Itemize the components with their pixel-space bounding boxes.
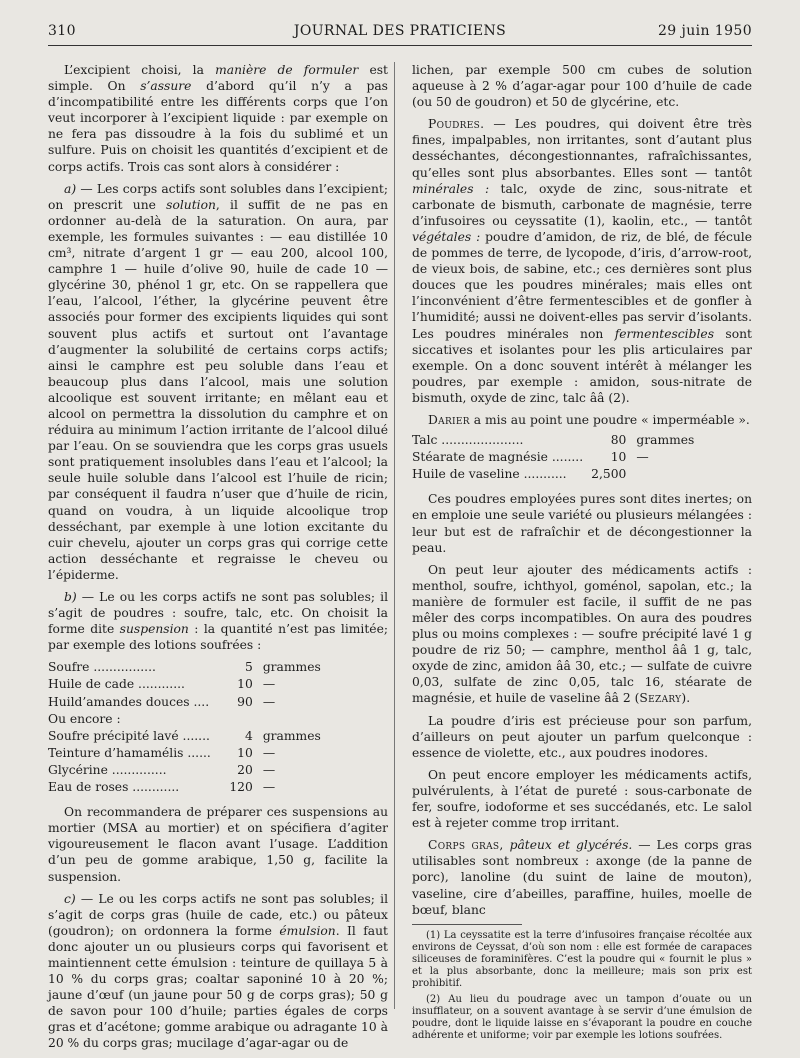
formula-row: Eau de roses ............ 120 —	[48, 780, 276, 795]
formula-subheading: Ou encore :	[48, 711, 121, 726]
paragraph-suspension-note: On recommandera de préparer ces suspensions au mortier (MSA au mortier) et on spécifiera d’agiter vigoureusement le flacon avant l’usage. L’addition d’un peu de gomme arabique, 1,50 g, facilite la suspension.	[48, 805, 388, 884]
formula-row: Huild’amandes douces .... 90 —	[48, 694, 276, 709]
paragraph-excipient: L’excipient choisi, la manière de formuler est simple. On s’assure d’abord qu’il n’y a pas d’incompatibilité entre les différents corps que l’on veut incorporer à l’excipient liquide : par exemple on ne fera pas dissoudre à la fois du sublimé et un sulfure. Puis on choisit les quantités d’excipient et de corps actifs. Trois cas sont alors à considérer :	[48, 63, 388, 174]
issue-date: 29 juin 1950	[658, 23, 752, 39]
paragraph-darier: Darier a mis au point une poudre « imperméable ».	[428, 412, 750, 427]
header-rule	[48, 45, 752, 46]
column-divider	[394, 62, 395, 1009]
formula-lotion-soufree-1	[48, 659, 321, 796]
footnote-separator	[412, 924, 522, 925]
paragraph-lichen: lichen, par exemple 500 cm cubes de solution aqueuse à 2 % d’agar-agar pour 100 d’huile de cade (ou 50 de goudron) et 50 de glycérine, etc.	[412, 63, 752, 110]
formula-row: Talc ..................... 80 grammes	[412, 433, 695, 448]
right-column	[412, 62, 752, 1045]
page-number: 310	[48, 23, 76, 39]
formula-row: Huile de cade ............ 10 —	[48, 677, 276, 692]
paragraph-medicaments-actifs: On peut leur ajouter des médicaments actifs : menthol, soufre, ichthyol, goménol, sapolan, etc.; la manière de formuler est facile, il suffit de ne pas mêler des corps incompatibles. On aura des poudres plus ou moins complexes : — soufre précipité lavé 1 g poudre de riz 50; — camphre, menthol ââ 1 g, talc, oxyde de zinc, amidon ââ 30, etc.; — sulfate de cuivre 0,03, sulfate de zinc 0,05, talc 16, stéarate de magnésie, et huile de vaseline ââ 2 (Sezary).	[412, 562, 752, 706]
paragraph-poudres-inertes: Ces poudres employées pures sont dites inertes; on en emploie une seule variété ou plusieurs mélangées : leur but est de rafraîchir et de décongestionner la peau.	[412, 492, 752, 555]
left-column	[48, 62, 388, 1058]
paragraph-corps-gras: Corps gras, pâteux et glycérés. — Les corps gras utilisables sont nombreux : axonge (de la panne de porc), lanoline (du suint de laine de mouton), vaseline, cire d’abeilles, paraffine, huiles, moelle de bœuf, blanc	[412, 838, 752, 917]
formula-row: Glycérine .............. 20 —	[48, 762, 276, 777]
paragraph-poudres: Poudres. — Les poudres, qui doivent être très fines, impalpables, non irritantes, sont d’autant plus desséchantes, décongestionnantes, rafraîchissantes, qu’elles sont plus absorbantes. Elles sont — tantôt minérales : talc, oxyde de zinc, sous-nitrate et carbonate de bismuth, carbonate de magnésie, terre d’infusoires ou ceyssatite (1), kaolin, etc., — tantôt végétales : poudre d’amidon, de riz, de blé, de fécule de pommes de terre, de lycopode, d’iris, d’arrow-root, de vieux bois, de sabine, etc.; ces dernières sont plus douces que les poudres minérales; mais elles ont l’inconvénient d’être fermentescibles et de gonfler à l’humidité; aussi ne doivent-elles pas servir d’isolants. Les poudres minérales non fermentescibles sont siccatives et isolantes pour les plis articulaires par exemple. On a donc souvent intérêt à mélanger les poudres, par exemple : amidon, sous-nitrate de bismuth, oxyde de zinc, talc ââ (2).	[412, 117, 753, 405]
formula-row: Soufre précipité lavé ....... 4 grammes	[48, 728, 321, 743]
footnotes	[412, 930, 752, 1043]
formula-poudre-impermeable	[412, 432, 694, 483]
paragraph-poudre-iris: La poudre d’iris est précieuse pour son parfum, d’ailleurs on peut ajouter un parfum quelconque : essence de violette, etc., aux poudres inodores.	[412, 713, 752, 760]
paragraph-pulverulents: On peut encore employer les médicaments actifs, pulvérulents, à l’état de pureté : sous-carbonate de fer, soufre, iodoforme et ses succédanés, etc. Le salol est à rejeter comme trop irritant.	[412, 767, 752, 831]
journal-title: JOURNAL DES PRATICIENS	[293, 23, 507, 39]
formula-row: Soufre ................ 5 grammes	[48, 660, 321, 675]
paragraph-case-a: a) — Les corps actifs sont solubles dans l’excipient; on prescrit une solution, il suffit de ne pas en ordonner au-delà de la saturation. On aura, par exemple, les formules suivantes : — eau distillée 10 cm³, nitrate d’argent 1 gr — eau 200, alcool 100, camphre 1 — huile d’olive 90, huile de cade 10 — glycérine 30, phénol 1 gr, etc. On se rappellera que l’eau, l’alcool, l’éther, la glycérine peuvent être associés pour former des excipients liquides qui sont souvent plus actifs et surtout ont l’avantage d’augmenter la solubilité de certains corps actifs; ainsi le camphre est peu soluble dans l’eau et beaucoup plus dans l’alcool, mais une solution alcoolique est souvent irritante; en mêlant eau et alcool on permettra la dissolution du camphre et on réduira au minimum l’action irritante de l’alcool dilué par l’eau. On se souviendra que les corps gras usuels sont pratiquement insolubles dans l’eau et l’alcool; la seule huile soluble dans l’alcool est l’huile de ricin; par conséquent il faudra n’user que d’huile de ricin, quand on voudra, à un liquide alcoolique trop desséchant, par exemple à une lotion excitante du cuir chevelu, ajouter un corps gras qui corrige cette action desséchante et regraisse le cheveu ou l’épiderme.	[48, 181, 388, 582]
running-header	[48, 23, 752, 45]
formula-row: Huile de vaseline ........... 2,500	[412, 467, 627, 482]
formula-row: Teinture d’hamamélis ...... 10 —	[48, 745, 276, 760]
formula-row: Stéarate de magnésie ........ 10 —	[412, 450, 649, 465]
footnote-2: (2) Au lieu du poudrage avec un tampon d’ouate ou un insufflateur, on a souvent avantage à se servir d’une émulsion de poudre, dont le liquide laisse en s’évaporant la poudre en couche adhérente et uniforme; voir par exemple les lotions soufrées.	[412, 993, 752, 1042]
footnote-1: (1) La ceyssatite est la terre d’infusoires française récoltée aux environs de Ceyssat, d’où son nom : elle est formée de carapaces siliceuses de foraminifères. C’est la poudre qui « fournit le plus » et la plus absorbante, donc la meilleure; mais son prix est prohibitif.	[412, 929, 752, 990]
paragraph-case-b: b) — Le ou les corps actifs ne sont pas solubles; il s’agit de poudres : soufre, talc, etc. On choisit la forme dite suspension : la quantité n’est pas limitée; par exemple des lotions soufrées :	[48, 590, 388, 653]
paragraph-case-c: c) — Le ou les corps actifs ne sont pas solubles; il s’agit de corps gras (huile de cade, etc.) ou pâteux (goudron); on ordonnera la forme émulsion. Il faut donc ajouter un ou plusieurs corps qui favorisent et maintiennent cette émulsion : teinture de quillaya 5 à 10 % du corps gras; coaltar saponiné 10 à 20 %; jaune d’œuf (un jaune pour 50 g de corps gras); 50 g de savon pour 100 d’huile; parties égales de corps gras et d’acétone; gomme arabique ou adragante 10 à 20 % du corps gras; mucilage d’agar-agar ou de	[48, 891, 389, 1051]
